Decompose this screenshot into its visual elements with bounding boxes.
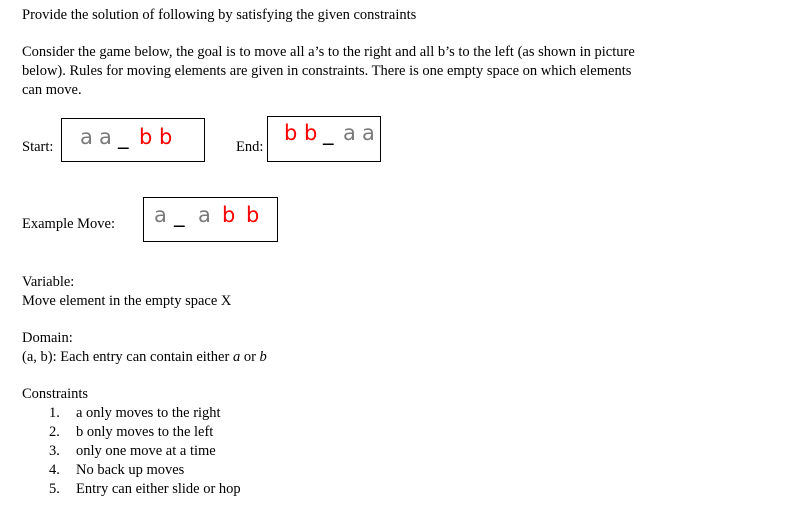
constraint-item (49, 423, 349, 442)
end-token-blank: _ (323, 121, 334, 145)
constraints-list (49, 404, 349, 499)
example-token-1: a (154, 203, 167, 227)
end-token-1: b (284, 121, 298, 145)
constraint-number: 3. (49, 443, 60, 459)
constraint-number: 4. (49, 462, 60, 478)
constraint-item (49, 442, 349, 461)
example-token-4: b (222, 203, 236, 227)
domain-heading: Domain: (22, 330, 73, 346)
start-label: Start: (22, 139, 54, 155)
constraint-text: b only moves to the left (76, 424, 214, 440)
constraint-text: Entry can either slide or hop (76, 481, 241, 497)
end-label: End: (236, 139, 264, 155)
constraints-heading: Constraints (22, 386, 89, 402)
intro-line-3: can move. (22, 82, 82, 98)
example-token-5: b (246, 203, 260, 227)
constraint-number: 2. (49, 424, 60, 440)
start-token-blank: _ (118, 125, 129, 149)
end-token-5: a (362, 121, 375, 145)
variable-heading: Variable: (22, 274, 75, 290)
domain-text-prefix: (a, b): Each entry can contain either (22, 349, 233, 365)
domain-a-italic: a (232, 349, 241, 365)
end-token-2: b (304, 121, 318, 145)
start-token-2: a (99, 125, 112, 149)
constraint-text: only one move at a time (76, 443, 216, 459)
constraint-item (49, 461, 349, 480)
page-title: Provide the solution of following by satisfying the given constraints (22, 7, 417, 23)
start-token-4: b (139, 125, 153, 149)
example-move-box (143, 197, 278, 242)
example-move-label: Example Move: (22, 216, 116, 232)
constraint-item (49, 480, 349, 499)
variable-text: Move element in the empty space X (22, 293, 232, 309)
example-token-blank: _ (174, 203, 185, 227)
domain-or: or (240, 349, 260, 365)
constraint-number: 1. (49, 405, 60, 421)
end-state-box (267, 116, 381, 162)
constraint-text: a only moves to the right (76, 405, 221, 421)
start-state-box (61, 118, 205, 162)
example-token-3: a (198, 203, 211, 227)
start-token-1: a (80, 125, 93, 149)
intro-line-1: Consider the game below, the goal is to move all a’s to the right and all b’s to the left (as shown in picture (22, 44, 635, 60)
end-token-4: a (343, 121, 356, 145)
start-token-5: b (159, 125, 173, 149)
intro-line-2: below). Rules for moving elements are given in constraints. There is one empty space on which elements (22, 63, 632, 79)
constraint-text: No back up moves (76, 462, 185, 478)
domain-text (22, 348, 267, 367)
constraint-item (49, 404, 349, 423)
constraint-number: 5. (49, 481, 60, 497)
domain-b-italic: b (259, 349, 267, 365)
